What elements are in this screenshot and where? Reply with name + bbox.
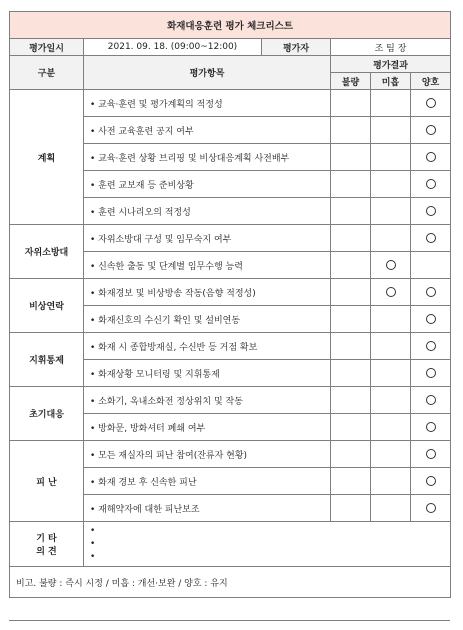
circle-icon	[426, 287, 436, 297]
category-cell: 자위소방대	[10, 225, 84, 279]
fair-result-cell[interactable]	[371, 90, 411, 117]
fair-result-cell[interactable]	[371, 144, 411, 171]
circle-icon	[426, 125, 436, 135]
checklist-table	[9, 11, 451, 598]
category-cell: 지휘통제	[10, 333, 84, 387]
item-cell: • 훈련 교보재 등 준비상황	[84, 171, 331, 198]
bad-result-cell[interactable]	[331, 495, 371, 522]
fair-result-cell[interactable]	[371, 117, 411, 144]
good-result-cell[interactable]	[411, 198, 451, 225]
circle-icon	[426, 152, 436, 162]
table-row	[10, 441, 451, 468]
fair-result-cell[interactable]	[371, 468, 411, 495]
evaluator-label: 평가자	[262, 39, 331, 56]
fair-result-cell[interactable]	[371, 441, 411, 468]
item-cell: • 모든 재실자의 피난 참여(잔류자 현황)	[84, 441, 331, 468]
good-result-cell[interactable]	[411, 360, 451, 387]
circle-icon	[426, 422, 436, 432]
good-result-cell[interactable]	[411, 333, 451, 360]
fair-result-cell[interactable]	[371, 225, 411, 252]
category-cell: 피 난	[10, 441, 84, 522]
bad-result-cell[interactable]	[331, 468, 371, 495]
good-result-cell[interactable]	[411, 441, 451, 468]
checklist-rows	[10, 90, 451, 522]
good-result-cell[interactable]	[411, 252, 451, 279]
opinion-label	[10, 522, 84, 567]
item-cell: • 화재신호의 수신기 확인 및 설비연동	[84, 306, 331, 333]
opinion-bullet: •	[90, 551, 96, 562]
item-cell: • 교육·훈련 상황 브리핑 및 비상대응계획 사전배부	[84, 144, 331, 171]
good-result-cell[interactable]	[411, 279, 451, 306]
date-value: 2021. 09. 18. (09:00~12:00)	[84, 39, 262, 56]
date-label: 평가일시	[10, 39, 84, 56]
fair-header: 미흡	[371, 73, 411, 90]
circle-icon	[426, 341, 436, 351]
good-result-cell[interactable]	[411, 414, 451, 441]
table-row	[10, 279, 451, 306]
good-result-cell[interactable]	[411, 495, 451, 522]
item-cell: • 신속한 출동 및 단계별 임무수행 능력	[84, 252, 331, 279]
item-cell: • 화재 시 종합방재실, 수신반 등 거점 확보	[84, 333, 331, 360]
fair-result-cell[interactable]	[371, 306, 411, 333]
circle-icon	[426, 206, 436, 216]
good-result-cell[interactable]	[411, 90, 451, 117]
category-cell: 비상연락	[10, 279, 84, 333]
opinion-bullet: •	[90, 525, 96, 536]
opinion-bullet: •	[90, 538, 96, 549]
item-cell: • 화재경보 및 비상방송 작동(음향 적정성)	[84, 279, 331, 306]
fair-result-cell[interactable]	[371, 495, 411, 522]
bad-result-cell[interactable]	[331, 387, 371, 414]
good-result-cell[interactable]	[411, 117, 451, 144]
circle-icon	[426, 395, 436, 405]
opinion-field[interactable]	[84, 522, 451, 567]
circle-icon	[426, 233, 436, 243]
items-header: 평가항목	[84, 56, 331, 90]
table-row	[10, 225, 451, 252]
category-cell: 초기대응	[10, 387, 84, 441]
item-cell: • 훈련 시나리오의 적정성	[84, 198, 331, 225]
good-result-cell[interactable]	[411, 171, 451, 198]
result-header: 평가결과	[331, 56, 451, 73]
item-cell: • 사전 교육훈련 공지 여부	[84, 117, 331, 144]
evaluator-value: 조 팀 장	[331, 39, 451, 56]
bad-result-cell[interactable]	[331, 198, 371, 225]
circle-icon	[386, 260, 396, 270]
bad-result-cell[interactable]	[331, 333, 371, 360]
item-cell: • 재해약자에 대한 피난보조	[84, 495, 331, 522]
category-header: 구분	[10, 56, 84, 90]
item-cell: • 방화문, 방화셔터 폐쇄 여부	[84, 414, 331, 441]
good-result-cell[interactable]	[411, 225, 451, 252]
fair-result-cell[interactable]	[371, 252, 411, 279]
circle-icon	[426, 368, 436, 378]
good-result-cell[interactable]	[411, 306, 451, 333]
bad-result-cell[interactable]	[331, 225, 371, 252]
item-cell: • 화재상황 모니터링 및 지휘통제	[84, 360, 331, 387]
item-cell: • 교육·훈련 및 평가계획의 적정성	[84, 90, 331, 117]
table-row	[10, 333, 451, 360]
bad-result-cell[interactable]	[331, 414, 371, 441]
circle-icon	[386, 287, 396, 297]
item-cell: • 자위소방대 구성 및 임무숙지 여부	[84, 225, 331, 252]
item-cell: • 화재 경보 후 신속한 피난	[84, 468, 331, 495]
bad-result-cell[interactable]	[331, 144, 371, 171]
bad-result-cell[interactable]	[331, 360, 371, 387]
circle-icon	[426, 314, 436, 324]
table-row	[10, 90, 451, 117]
item-cell: • 소화기, 옥내소화전 정상위치 및 작동	[84, 387, 331, 414]
fair-result-cell[interactable]	[371, 279, 411, 306]
bad-result-cell[interactable]	[331, 252, 371, 279]
category-cell: 계획	[10, 90, 84, 225]
fair-result-cell[interactable]	[371, 171, 411, 198]
fair-result-cell[interactable]	[371, 387, 411, 414]
bad-result-cell[interactable]	[331, 117, 371, 144]
good-result-cell[interactable]	[411, 144, 451, 171]
circle-icon	[426, 98, 436, 108]
fair-result-cell[interactable]	[371, 333, 411, 360]
bottom-rule	[9, 620, 450, 621]
bad-result-cell[interactable]	[331, 279, 371, 306]
bad-result-cell[interactable]	[331, 171, 371, 198]
bad-result-cell[interactable]	[331, 306, 371, 333]
opinion-label-line2: 의 견	[36, 547, 57, 557]
circle-icon	[426, 503, 436, 513]
checklist-sheet	[9, 11, 450, 598]
good-result-cell[interactable]	[411, 387, 451, 414]
good-result-cell[interactable]	[411, 468, 451, 495]
legend-note: 비고. 불량 : 즉시 시정 / 미흡 : 개선·보완 / 양호 : 유지	[10, 567, 451, 598]
table-row	[10, 387, 451, 414]
bad-header: 불량	[331, 73, 371, 90]
circle-icon	[426, 179, 436, 189]
fair-result-cell[interactable]	[371, 360, 411, 387]
circle-icon	[426, 476, 436, 486]
fair-result-cell[interactable]	[371, 414, 411, 441]
fair-result-cell[interactable]	[371, 198, 411, 225]
checklist-title: 화재대응훈련 평가 체크리스트	[10, 12, 451, 39]
bad-result-cell[interactable]	[331, 441, 371, 468]
opinion-label-line1: 기 타	[36, 534, 57, 544]
good-header: 양호	[411, 73, 451, 90]
bad-result-cell[interactable]	[331, 90, 371, 117]
circle-icon	[426, 449, 436, 459]
